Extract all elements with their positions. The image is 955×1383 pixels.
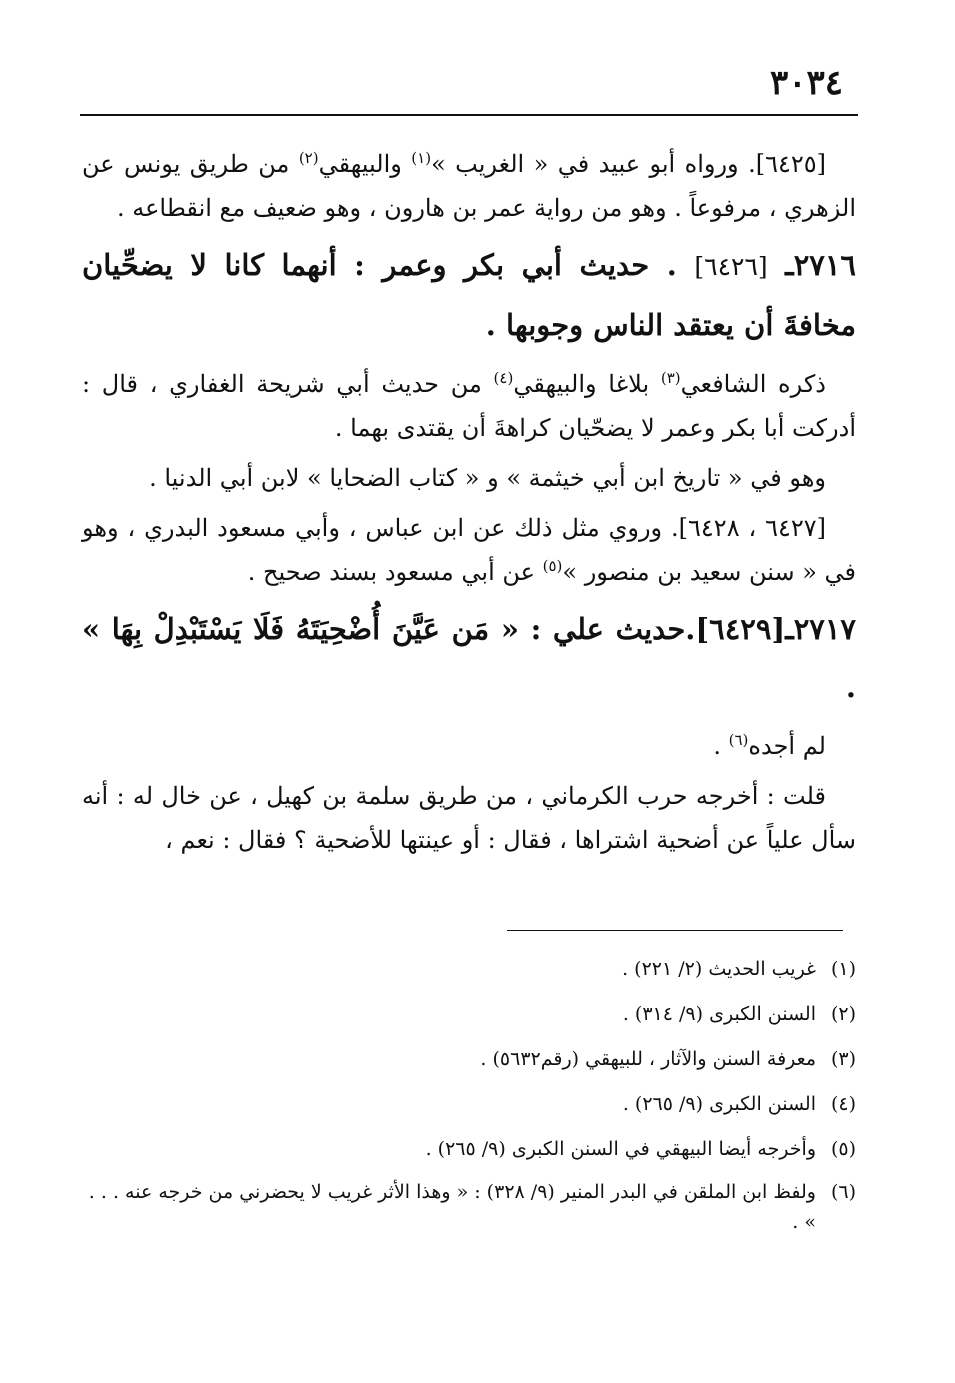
footnote: [82, 1087, 856, 1121]
hadith-heading: [82, 236, 856, 354]
reference-number: [٦٤٢٩]: [695, 612, 786, 646]
header-rule: [80, 114, 858, 116]
footnote-marker: (٦): [728, 731, 749, 749]
footnote-text: السنن الكبرى (٩/ ٣١٤) .: [622, 1003, 816, 1025]
footnote: [82, 1132, 856, 1166]
footnotes: [82, 952, 856, 1248]
text-run: والبيهقي: [318, 150, 412, 178]
text-run: من طريق يونس عن الزهري ، مرفوعاً . وهو من رواية عمر بن هارون ، وهو ضعيف مع انقطاعه .: [82, 150, 856, 222]
paragraph: [82, 774, 856, 862]
page-number: ٣٠٣٤: [769, 63, 843, 103]
text-run: ذكره الشافعي: [680, 370, 826, 398]
footnote-marker: (١): [411, 149, 432, 167]
text-run: ٢٧١٧ـ: [785, 612, 856, 646]
footnote-number: (٢): [830, 1003, 856, 1025]
footnote-marker: (٥): [542, 557, 563, 575]
text-run: عن أبي مسعود بسند صحيح .: [247, 558, 543, 586]
footnote-text: معرفة السنن والآثار ، للبيهقي (رقم٥٦٣٢) .: [480, 1048, 816, 1070]
paragraph: [82, 362, 856, 450]
footnote-number: (١): [830, 958, 856, 980]
footnote-separator: [507, 930, 843, 931]
main-text: [82, 142, 856, 868]
footnote-marker: (٣): [660, 369, 681, 387]
text-run: [٦٤٢٧ ، ٦٤٢٨]. وروي مثل ذلك عن ابن عباس ، وأبي مسعود البدري ، وهو في « سنن سعيد بن منصور »: [82, 514, 856, 586]
footnote: [82, 952, 856, 986]
paragraph: [82, 724, 856, 768]
footnote-marker: (٤): [493, 369, 514, 387]
footnote-text: وأخرجه أيضا البيهقي في السنن الكبرى (٩/ ٢٦٥) .: [425, 1138, 816, 1160]
paragraph: [82, 142, 856, 230]
text-run: وهو في « تاريخ ابن أبي خيثمة » و « كتاب الضحايا » لابن أبي الدنيا .: [149, 464, 826, 492]
reference-number: [٦٤٢٦]: [694, 252, 768, 281]
text-run: من حديث أبي شريحة الغفاري ، قال : أدركت أبا بكر وعمر لا يضحّيان كراهةَ أن يقتدى بهما .: [82, 370, 856, 442]
footnote-text: السنن الكبرى (٩/ ٢٦٥) .: [622, 1093, 816, 1115]
text-run: لم أجده: [748, 732, 826, 760]
footnote-marker: (٢): [298, 149, 319, 167]
paragraph: [82, 456, 856, 500]
footnote-number: (٦): [830, 1181, 856, 1203]
footnote-number: (٥): [830, 1138, 856, 1160]
footnote: [82, 997, 856, 1031]
text-run: .: [713, 732, 729, 760]
text-run: . حديث أبي بكر وعمر : أنهما كانا لا يضحِّيان مخافةَ أن يعتقد الناس وجوبها .: [82, 248, 856, 342]
text-run: [٦٤٢٥]. ورواه أبو عبيد في « الغريب »: [431, 150, 827, 178]
text-run: .حديث علي : « مَن عَيَّنَ أُضْحِيَتَهُ فَلَا يَسْتَبْدِلْ بِهَا » .: [82, 612, 856, 704]
text-run: بلاغا والبيهقي: [513, 370, 661, 398]
footnote-number: (٣): [830, 1048, 856, 1070]
footnote-text: غريب الحديث (٢/ ٢٢١) .: [622, 958, 816, 980]
footnote-text: ولفظ ابن الملقن في البدر المنير (٩/ ٣٢٨) : « وهذا الأثر غريب لا يحضرني من خرجه عنه . . . » .: [88, 1181, 816, 1233]
text-run: ٢٧١٦ـ: [767, 248, 856, 282]
paragraph: [82, 506, 856, 594]
hadith-heading: [82, 600, 856, 716]
footnote: [82, 1177, 856, 1237]
footnote-number: (٤): [830, 1093, 856, 1115]
footnote: [82, 1042, 856, 1076]
text-run: قلت : أخرجه حرب الكرماني ، من طريق سلمة بن كهيل ، عن خال له : أنه سأل علياً عن أضحية اشتراها ، فقال : أو عينتها للأضحية ؟ فقال : نعم ،: [82, 782, 856, 854]
